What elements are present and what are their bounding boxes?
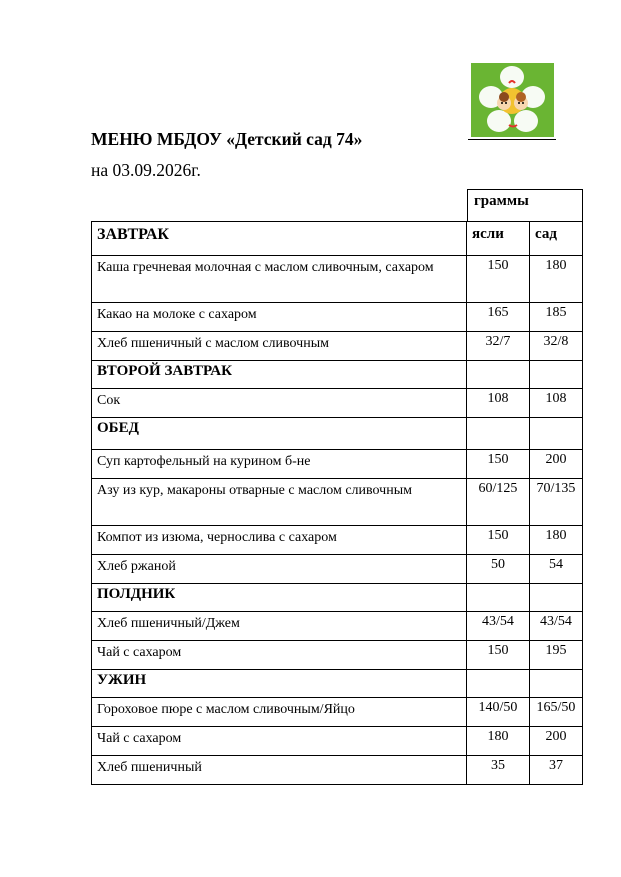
table-row xyxy=(92,389,583,418)
dish-name: Хлеб ржаной xyxy=(92,555,467,584)
section-row xyxy=(92,418,583,450)
dish-name: Хлеб пшеничный xyxy=(92,756,467,785)
column-garden-header: сад xyxy=(530,222,583,256)
garden-grams: 32/8 xyxy=(530,332,583,361)
nursery-grams: 140/50 xyxy=(467,698,530,727)
dish-name: Гороховое пюре с маслом сливочным/Яйцо xyxy=(92,698,467,727)
garden-grams: 54 xyxy=(530,555,583,584)
kindergarten-logo-icon xyxy=(471,63,554,137)
nursery-grams: 32/7 xyxy=(467,332,530,361)
section-title-afternoon-snack: ПОЛДНИК xyxy=(92,584,467,612)
empty-cell xyxy=(530,584,583,612)
table-row xyxy=(92,555,583,584)
dish-name: Суп картофельный на курином б-не xyxy=(92,450,467,479)
table-row xyxy=(92,641,583,670)
garden-grams: 200 xyxy=(530,727,583,756)
dish-name: Компот из изюма, чернослива с сахаром xyxy=(92,526,467,555)
nursery-grams: 60/125 xyxy=(467,479,530,526)
grams-header: граммы xyxy=(467,189,583,222)
nursery-grams: 150 xyxy=(467,256,530,303)
nursery-grams: 150 xyxy=(467,450,530,479)
menu-table xyxy=(91,221,583,785)
garden-grams: 108 xyxy=(530,389,583,418)
table-header-row xyxy=(92,222,583,256)
nursery-grams: 180 xyxy=(467,727,530,756)
garden-grams: 180 xyxy=(530,256,583,303)
nursery-grams: 150 xyxy=(467,641,530,670)
section-row xyxy=(92,361,583,389)
section-row xyxy=(92,584,583,612)
column-nursery-header: ясли xyxy=(467,222,530,256)
table-row xyxy=(92,756,583,785)
table-row xyxy=(92,479,583,526)
empty-cell xyxy=(467,584,530,612)
garden-grams: 200 xyxy=(530,450,583,479)
garden-grams: 185 xyxy=(530,303,583,332)
nursery-grams: 35 xyxy=(467,756,530,785)
nursery-grams: 43/54 xyxy=(467,612,530,641)
nursery-grams: 50 xyxy=(467,555,530,584)
nursery-grams: 108 xyxy=(467,389,530,418)
empty-cell xyxy=(467,418,530,450)
dish-name: Хлеб пшеничный с маслом сливочным xyxy=(92,332,467,361)
section-title-lunch: ОБЕД xyxy=(92,418,467,450)
section-title-second-breakfast: ВТОРОЙ ЗАВТРАК xyxy=(92,361,467,389)
empty-cell xyxy=(467,670,530,698)
table-row xyxy=(92,526,583,555)
table-row xyxy=(92,256,583,303)
empty-cell xyxy=(530,418,583,450)
nursery-grams: 165 xyxy=(467,303,530,332)
dish-name: Сок xyxy=(92,389,467,418)
table-row xyxy=(92,303,583,332)
garden-grams: 43/54 xyxy=(530,612,583,641)
dish-name: Чай с сахаром xyxy=(92,727,467,756)
page-title: МЕНЮ МБДОУ «Детский сад 74» xyxy=(91,129,363,149)
section-row xyxy=(92,670,583,698)
dish-name: Хлеб пшеничный/Джем xyxy=(92,612,467,641)
section-title-dinner: УЖИН xyxy=(92,670,467,698)
section-title-breakfast: ЗАВТРАК xyxy=(92,222,467,256)
garden-grams: 165/50 xyxy=(530,698,583,727)
dish-name: Азу из кур, макароны отварные с маслом сливочным xyxy=(92,479,467,526)
logo-underline xyxy=(468,139,556,140)
garden-grams: 70/135 xyxy=(530,479,583,526)
dish-name: Чай с сахаром xyxy=(92,641,467,670)
dish-name: Каша гречневая молочная с маслом сливочным, сахаром xyxy=(92,256,467,303)
garden-grams: 180 xyxy=(530,526,583,555)
empty-cell xyxy=(530,670,583,698)
table-row xyxy=(92,698,583,727)
table-row xyxy=(92,612,583,641)
empty-cell xyxy=(467,361,530,389)
table-row xyxy=(92,332,583,361)
table-row xyxy=(92,450,583,479)
table-row xyxy=(92,727,583,756)
dish-name: Какао на молоке с сахаром xyxy=(92,303,467,332)
garden-grams: 37 xyxy=(530,756,583,785)
nursery-grams: 150 xyxy=(467,526,530,555)
logo-graphic xyxy=(471,63,554,137)
menu-date: на 03.09.2026г. xyxy=(91,160,201,180)
garden-grams: 195 xyxy=(530,641,583,670)
empty-cell xyxy=(530,361,583,389)
